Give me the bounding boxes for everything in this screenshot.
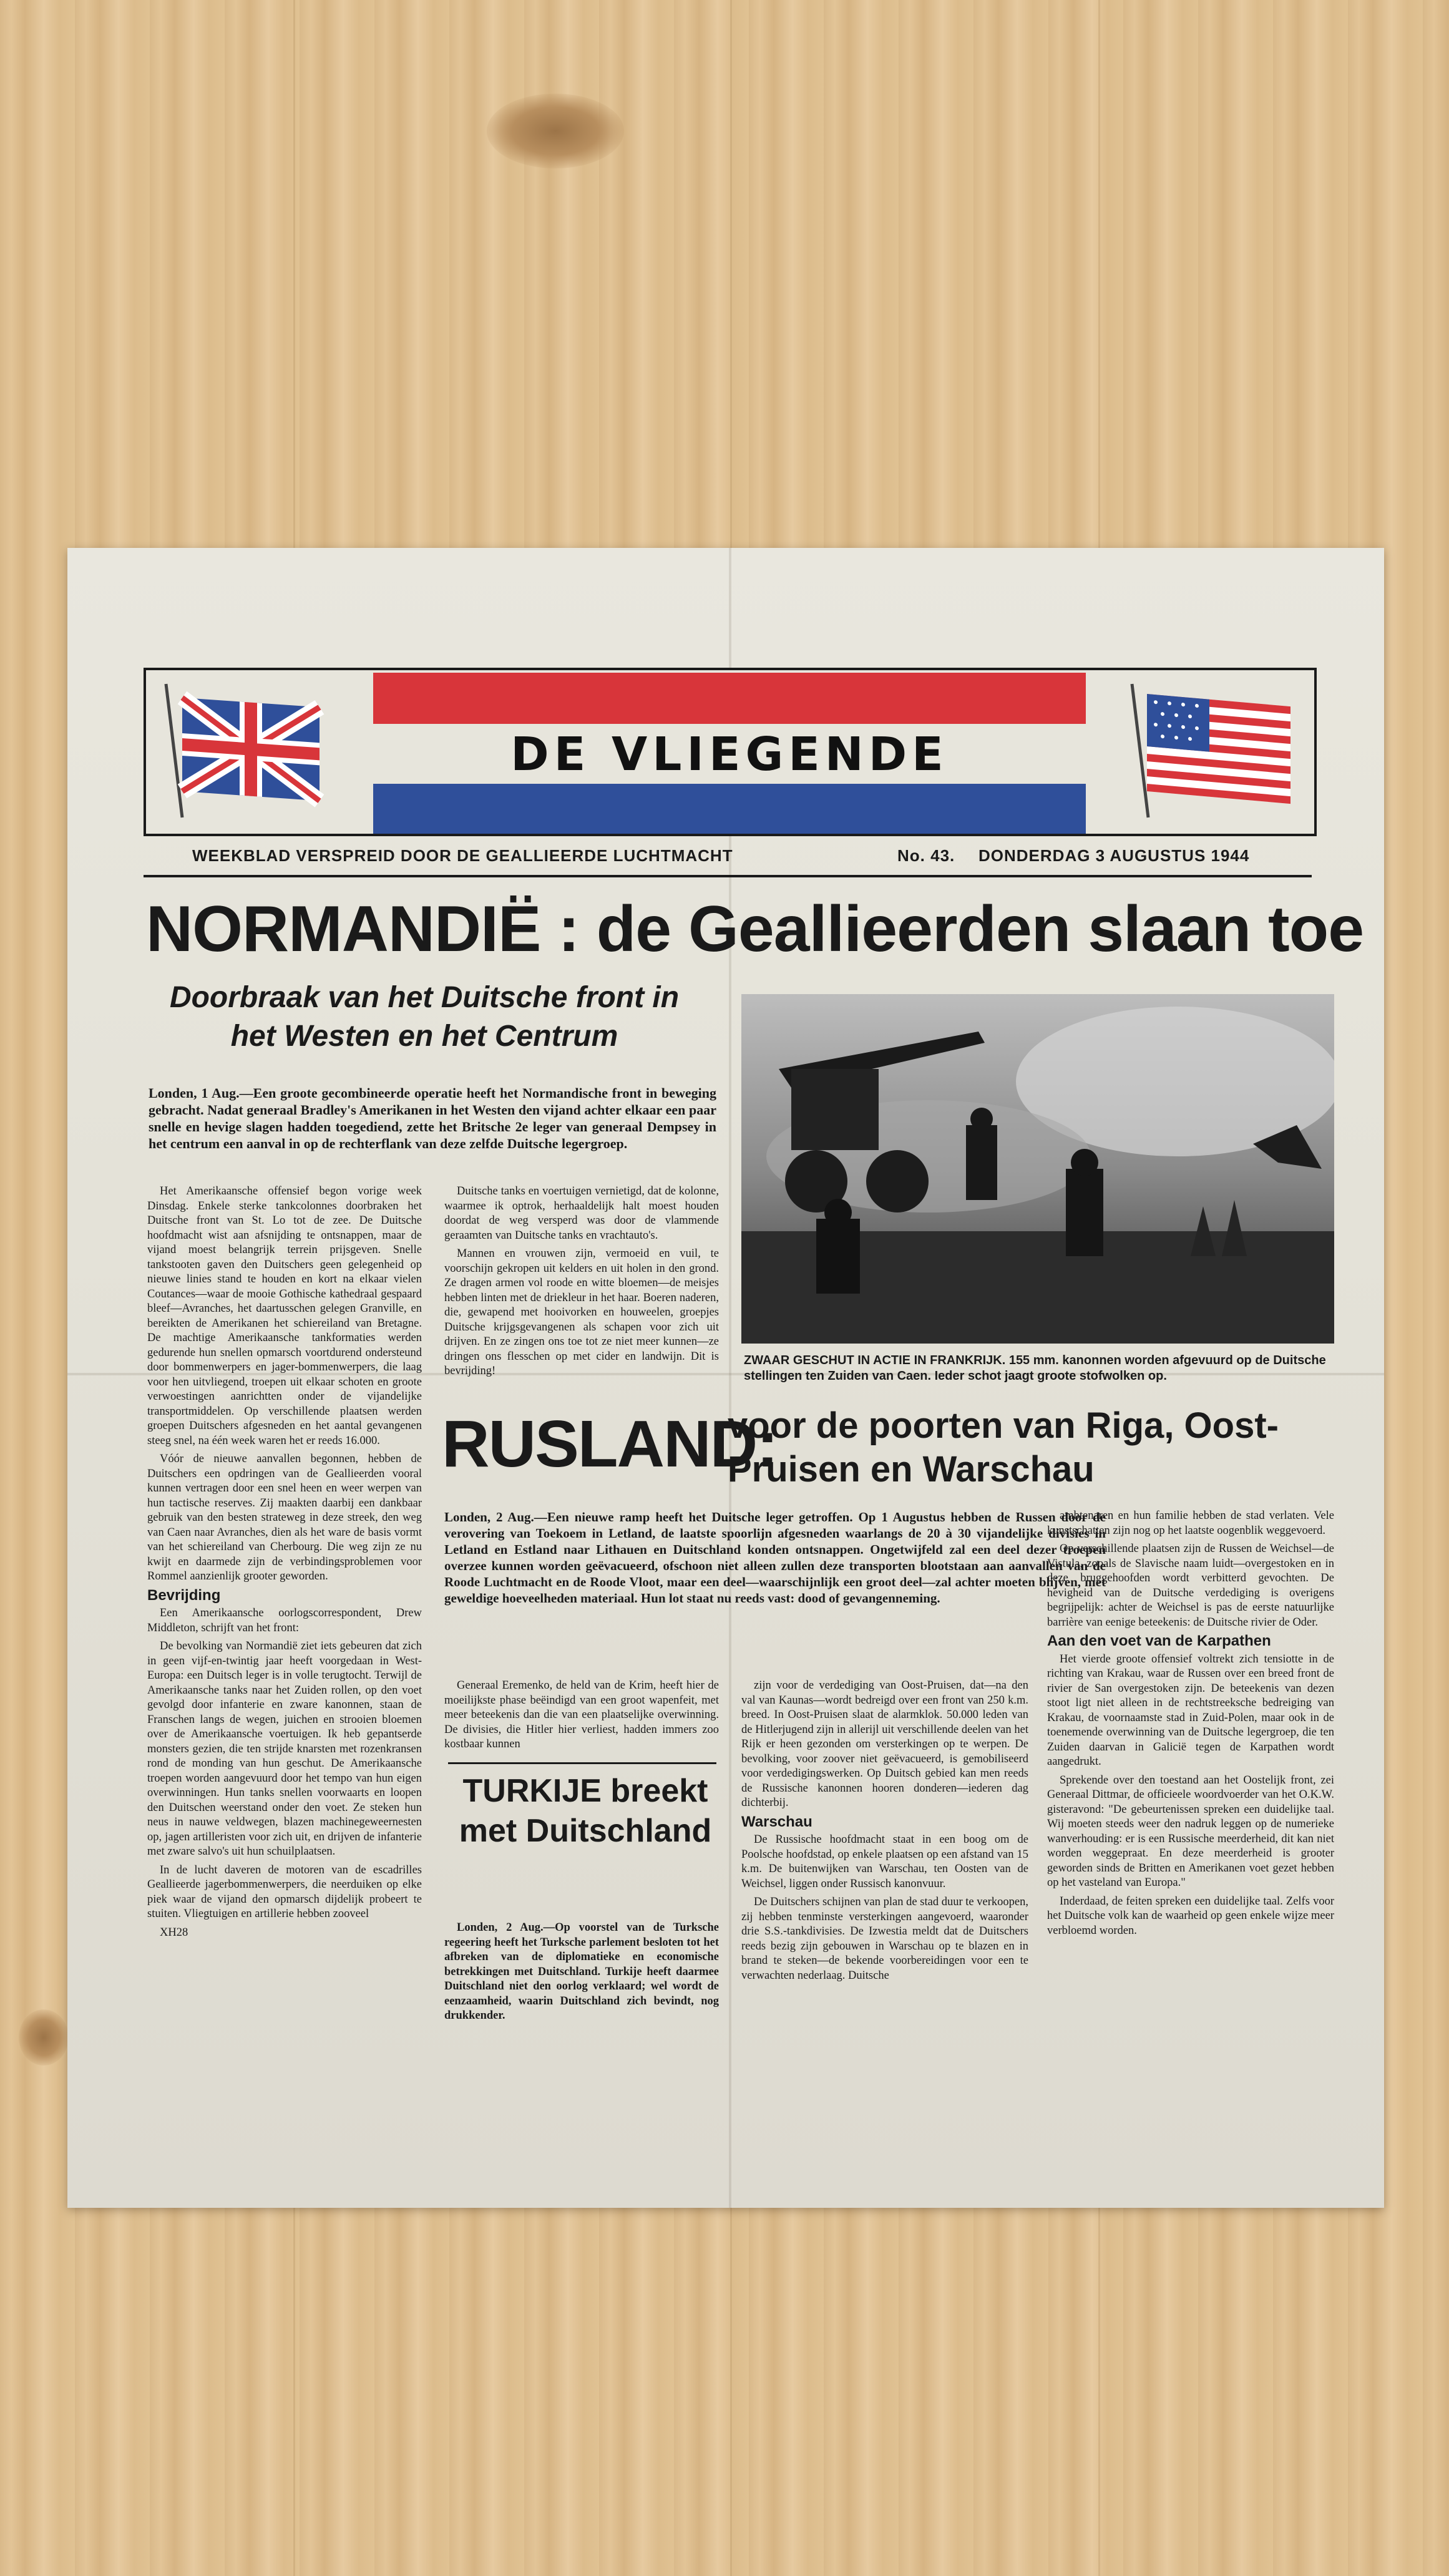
- paragraph: Duitsche tanks en voertuigen vernietigd, dat de kolonne, waarmee ik optrok, herhaaldelijk halt moest houden doordat de weg versperd was door de vlammende geraamten van Duitsche tanks en vrachtauto's.: [444, 1185, 719, 1242]
- issue-date: DONDERDAG 3 AUGUSTUS 1944: [978, 846, 1250, 865]
- rusland-column-c: [1047, 1509, 1334, 2208]
- paragraph: Mannen en vrouwen zijn, vermoeid en vuil, te voorschijn gekropen uit kelders en uit holen in den grond. Ze dragen armen vol roode en witte bloemen—de meisjes hebben linten met de driekleur in het haar. Boeren naderen, die, gewapend met hooivorken en houweelen, groepjes Duitsche krijgsgevangenen als schapen voor zich uit drijven. En ze zingen ons toe tot ze niet meer kunnen—ze dringen ons flesschen op met cider en landwijn. Dit is bevrijding!: [444, 1247, 719, 1377]
- paragraph: Generaal Eremenko, de held van de Krim, heeft hier de moeilijkste phase beëindigd van een groot wapenfeit, met meer beteekenis dan die van een plaatselijke overwinning. De divisies, die Hitler hier verliest, hadden immers zoo kostbaar kunnen: [444, 1679, 719, 1750]
- artillery-photo: [741, 994, 1334, 1344]
- paragraph: Sprekende over den toestand aan het Oostelijk front, zei Generaal Dittmar, de officieele woordvoerder van het O.K.W. gisteravond: "De gebeurtenissen spreken een duidelijke taal. Wij moeten steeds weer den nadruk leggen op de numerieke wanverhouding: er is een Russische meerderheid, dit kan niet worden weggepraat. En deze meerderheid is grooter geworden sinds de Britten en Amerikanen voet gezet hebben op het vasteland van Europa.": [1047, 1773, 1334, 1889]
- paragraph: Het vierde groote offensief voltrekt zich tensiotte in de richting van Krakau, waar de Russen over een breed front de rivier de San overgestoken zijn. De beteekenis van dezen stoot ligt niet alleen in de rechtstreeksche bedreiging van Krakau, de voornaamste stad in Zuid-Polen, maar ook in de toenemende overwinning van de Duitsche legergroep, die ten Zuiden daarvan in Galicië tegen de Karpathen wordt aangedrukt.: [1047, 1652, 1334, 1768]
- paragraph: XH28: [160, 1926, 188, 1939]
- section-heading: Warschau: [741, 1813, 812, 1830]
- paragraph: Vóór de nieuwe aanvallen begonnen, hebben de Duitschers een opdringen van de Geallieerden vooral kunnen vertragen door een snel heen en weer werpen van hun tactische reserves. Zij maakten daarbij een dankbaar gebruik van den besten strateweg in deze streek, den weg van Caen naar Avranches, dien als het ware de basis vormt van het schiereiland van Cherbourg. Die weg zijn ze nu kwijt en daarmede zijn de verbindingsproblemen voor Rommel aanzienlijk grooter geworden.: [147, 1453, 422, 1583]
- paragraph: zijn voor de verdediging van Oost-Pruisen, dat—na den val van Kaunas—wordt bedreigd over een front van 250 k.m. breed. In Oost-Pruisen slaat de alarmklok. 50.000 leden van de Hitlerjugend zijn in allerijl uit verschillende deelen van het Rijk er heen gezonden om versterkingen op te werpen. De bevolking, voor zoover niet geëvacueerd, is gemobiliseerd voor verdedigingswerken. Op Duitsch gebied kan men reeds de Russische kanonnen hooren donderen—iederen dag dichterbij.: [741, 1679, 1028, 1809]
- tagline: WEEKBLAD VERSPREID DOOR DE GEALLIEERDE LUCHTMACHT: [192, 846, 733, 865]
- newspaper-title: DE VLIEGENDE: [510, 728, 949, 781]
- blue-flag-band: [373, 784, 1086, 834]
- rusland-headline: RUSLAND:: [442, 1407, 778, 1481]
- newspaper-page: [67, 548, 1384, 2208]
- rule: [448, 1762, 716, 1764]
- paragraph: Op verschillende plaatsen zijn de Russen de Weichsel—de Vistula, zooals de Slavische naam luidt—overgestoken en in deze bruggehoofden wordt verbitterd gevochten. De hevigheid van de Duitsche verdediging is overigens begrijpelijk: achter de Weichsel is pas de eerste natuurlijke barrière van eenige beteekenis: de Duitsche rivier de Oder.: [1047, 1543, 1334, 1629]
- photo-caption: ZWAAR GESCHUT IN ACTIE IN FRANKRIJK. 155 mm. kanonnen worden afgevuurd op de Duitsche stellingen ten Zuiden van Caen. Ieder schot jaagt groote stofwolken op.: [744, 1354, 1326, 1383]
- paragraph: Het Amerikaansche offensief begon vorige week Dinsdag. Enkele sterke tankcolonnes doorbraken het Duitsche front van St. Lo tot de zee. De Duitsche hoofdmacht wist aan afsnijding te ontsnappen, maar de vijand moest belangrijk terrein prijsgeven. Snelle tankstooten gaven den Duitschers geen gelegenheid op nieuwe linies stand te houden en kort na elkaar vielen Coutances—waar de mooie Gothische kathedraal gespaard bleef—Avranches, het daartusschen gelegen Granville, en bereikten de Amerikanen het schiereiland van Bretagne. De machtige Amerikaansche tankformaties werden gedurende hun snellen opmarsch voortdurend ondersteund door bommenwerpers en jager-bommenwerpers, die laag voor hen uitvliegend, troepen uit elkaar schoten en groote verwoestingen aanrichtten onder de vijandelijke transportmiddelen. Op verschillende plaatsen werden groepen Duitschers afgesneden en het aantal gevangenen steeg snel, na één week waren het er reeds 16.000.: [147, 1185, 422, 1447]
- lead-paragraph: Londen, 1 Aug.—Een groote gecombineerde operatie heeft het Normandische front in beweging gebracht. Nadat generaal Bradley's Amerikanen in het Westen den vijand achter elkaar een paar snelle en hevige slagen hadden toegediend, zette het Britsche 2e leger van generaal Dempsey in het centrum een aanval in op de rechterflank van deze zelfde Duitsche legergroep.: [149, 1085, 716, 1151]
- paragraph: Inderdaad, de feiten spreken een duidelijke taal. Zelfs voor het Duitsche volk kan de waarheid op geen enkele wijze meer verbloemd worden.: [1047, 1895, 1334, 1937]
- paragraph: De Duitschers schijnen van plan de stad duur te verkoopen, zij hebben tenminste versterkingen aangevoerd, waaronder drie S.S.-tankdivisies. De Izwestia meldt dat de Duitschers reeds bezig zijn gebouwen in Warschau op te blazen en in brand te steken—de bekende voorbereidingen voor een te verwachten nederlaag. Duitsche: [741, 1896, 1028, 1982]
- masthead: [144, 668, 1317, 836]
- paragraph: Een Amerikaansche oorlogscorrespondent, Drew Middleton, schrijft van het front:: [147, 1607, 422, 1634]
- subheadline: Doorbraak van het Duitsche front in het Westen en het Centrum: [169, 981, 680, 1053]
- article-column-2: [444, 1184, 719, 1397]
- paragraph: Londen, 2 Aug.—Op voorstel van de Turksche regeering heeft het Turksche parlement besloten tot het afbreken van de diplomatieke en economische betrekkingen met Duitschland. Turkije heeft daarmee Duitschland niet den oorlog verklaard; wel wordt de eenzaamheid, waarin Duitschland zich bevindt, nog drukkender.: [444, 1921, 719, 2022]
- paragraph: In de lucht daveren de motoren van de escadrilles Geallieerde jagerbommenwerpers, die neerduiken op elke piek waar de vijand den opmarsch dijdelijk probeert te stuiten. Vliegtuigen en artillerie hebben zooveel: [147, 1863, 422, 1920]
- article-column-1: [147, 1184, 422, 2283]
- paragraph: De bevolking van Normandië ziet iets gebeuren dat zich in geen vijf-en-twintig jaar heeft voorgedaan in West-Europa: een Duitsch leger is in volle terugtocht. Terwijl de Amerikaansche tanks naar het Zuiden rollen, op den voet gevolgd door infanterie en zware kanonnen, staan de Franschen langs de wegen, juichen en strooien bloemen over de Amerikaansche voertuigen. Ik heb gepantserde monsters gezien, die ten strijde knarsten met rozenkransen rond de monding van hun geschut. De Amerikaansche troepen worden aangevuurd door het tempo van hun eigen overwinningen. Hun tanks snellen voorwaarts en loopen den Duitschen weerstand onder den voet. Ze steken hun neus in nauwe veldwegen, blazen machinegeweernesten op, jagen artilleristen voor zich uit, en drijven de infanterie met zware salvo's uit hun schuilplaatsen.: [147, 1640, 422, 1858]
- union-jack-flag-icon: [157, 679, 338, 820]
- red-flag-band: [373, 673, 1086, 724]
- issue-number: No. 43.: [897, 846, 955, 865]
- turkije-article: [444, 1921, 719, 2083]
- section-heading: Bevrijding: [147, 1586, 221, 1604]
- wood-knot: [487, 94, 624, 168]
- rusland-column-a: [444, 1679, 719, 1760]
- paragraph: ambtenaren en hun familie hebben de stad verlaten. Vele kunstschatten zijn nog op het laatste oogenblik weggevoerd.: [1047, 1510, 1334, 1537]
- us-flag-icon: [1120, 679, 1300, 820]
- rusland-lead: Londen, 2 Aug.—Een nieuwe ramp heeft het Duitsche leger getroffen. Op 1 Augustus hebben de Russen door de verovering van Toekoem in Letland, de laatste spoorlijn afgesneden waarlangs de 20 à 30 vijandelijke divisies in Letland en Estland naar Lithauen en Duitschland konden ontsnappen. Ongetwijfeld zal een deel dezer troepen overzee kunnen worden geëvacueerd, ofschoon niet alleen zullen deze transporten blootstaan aan aanvallen van de Roode Luchtmacht en de Roode Vloot, maar een deel—waarschijnlijk een groot deel—zal achter moeten blijven, met geweldige hoeveelheden materiaal. Hun lot staat nu reeds vast: dood of gevangenneming.: [444, 1510, 1106, 1606]
- section-heading: Aan den voet van de Karpathen: [1047, 1632, 1271, 1649]
- paragraph: De Russische hoofdmacht staat in een boog om de Poolsche hoofdstad, op enkele plaatsen op een afstand van 15 k.m. De buitenwijken van Warschau, ten Oosten van de Weichsel, liggen onder Russisch kanonvuur.: [741, 1833, 1028, 1890]
- rusland-subheadline: voor de poorten van Riga, Oost-Pruisen en Warschau: [728, 1405, 1279, 1490]
- rule: [144, 875, 1312, 877]
- main-headline: NORMANDIË : de Geallieerden slaan toe: [146, 893, 1364, 965]
- rusland-column-b: [741, 1679, 1028, 2215]
- turkije-headline: TURKIJE breekt met Duitschland: [459, 1773, 712, 1849]
- wood-knot: [19, 2009, 69, 2066]
